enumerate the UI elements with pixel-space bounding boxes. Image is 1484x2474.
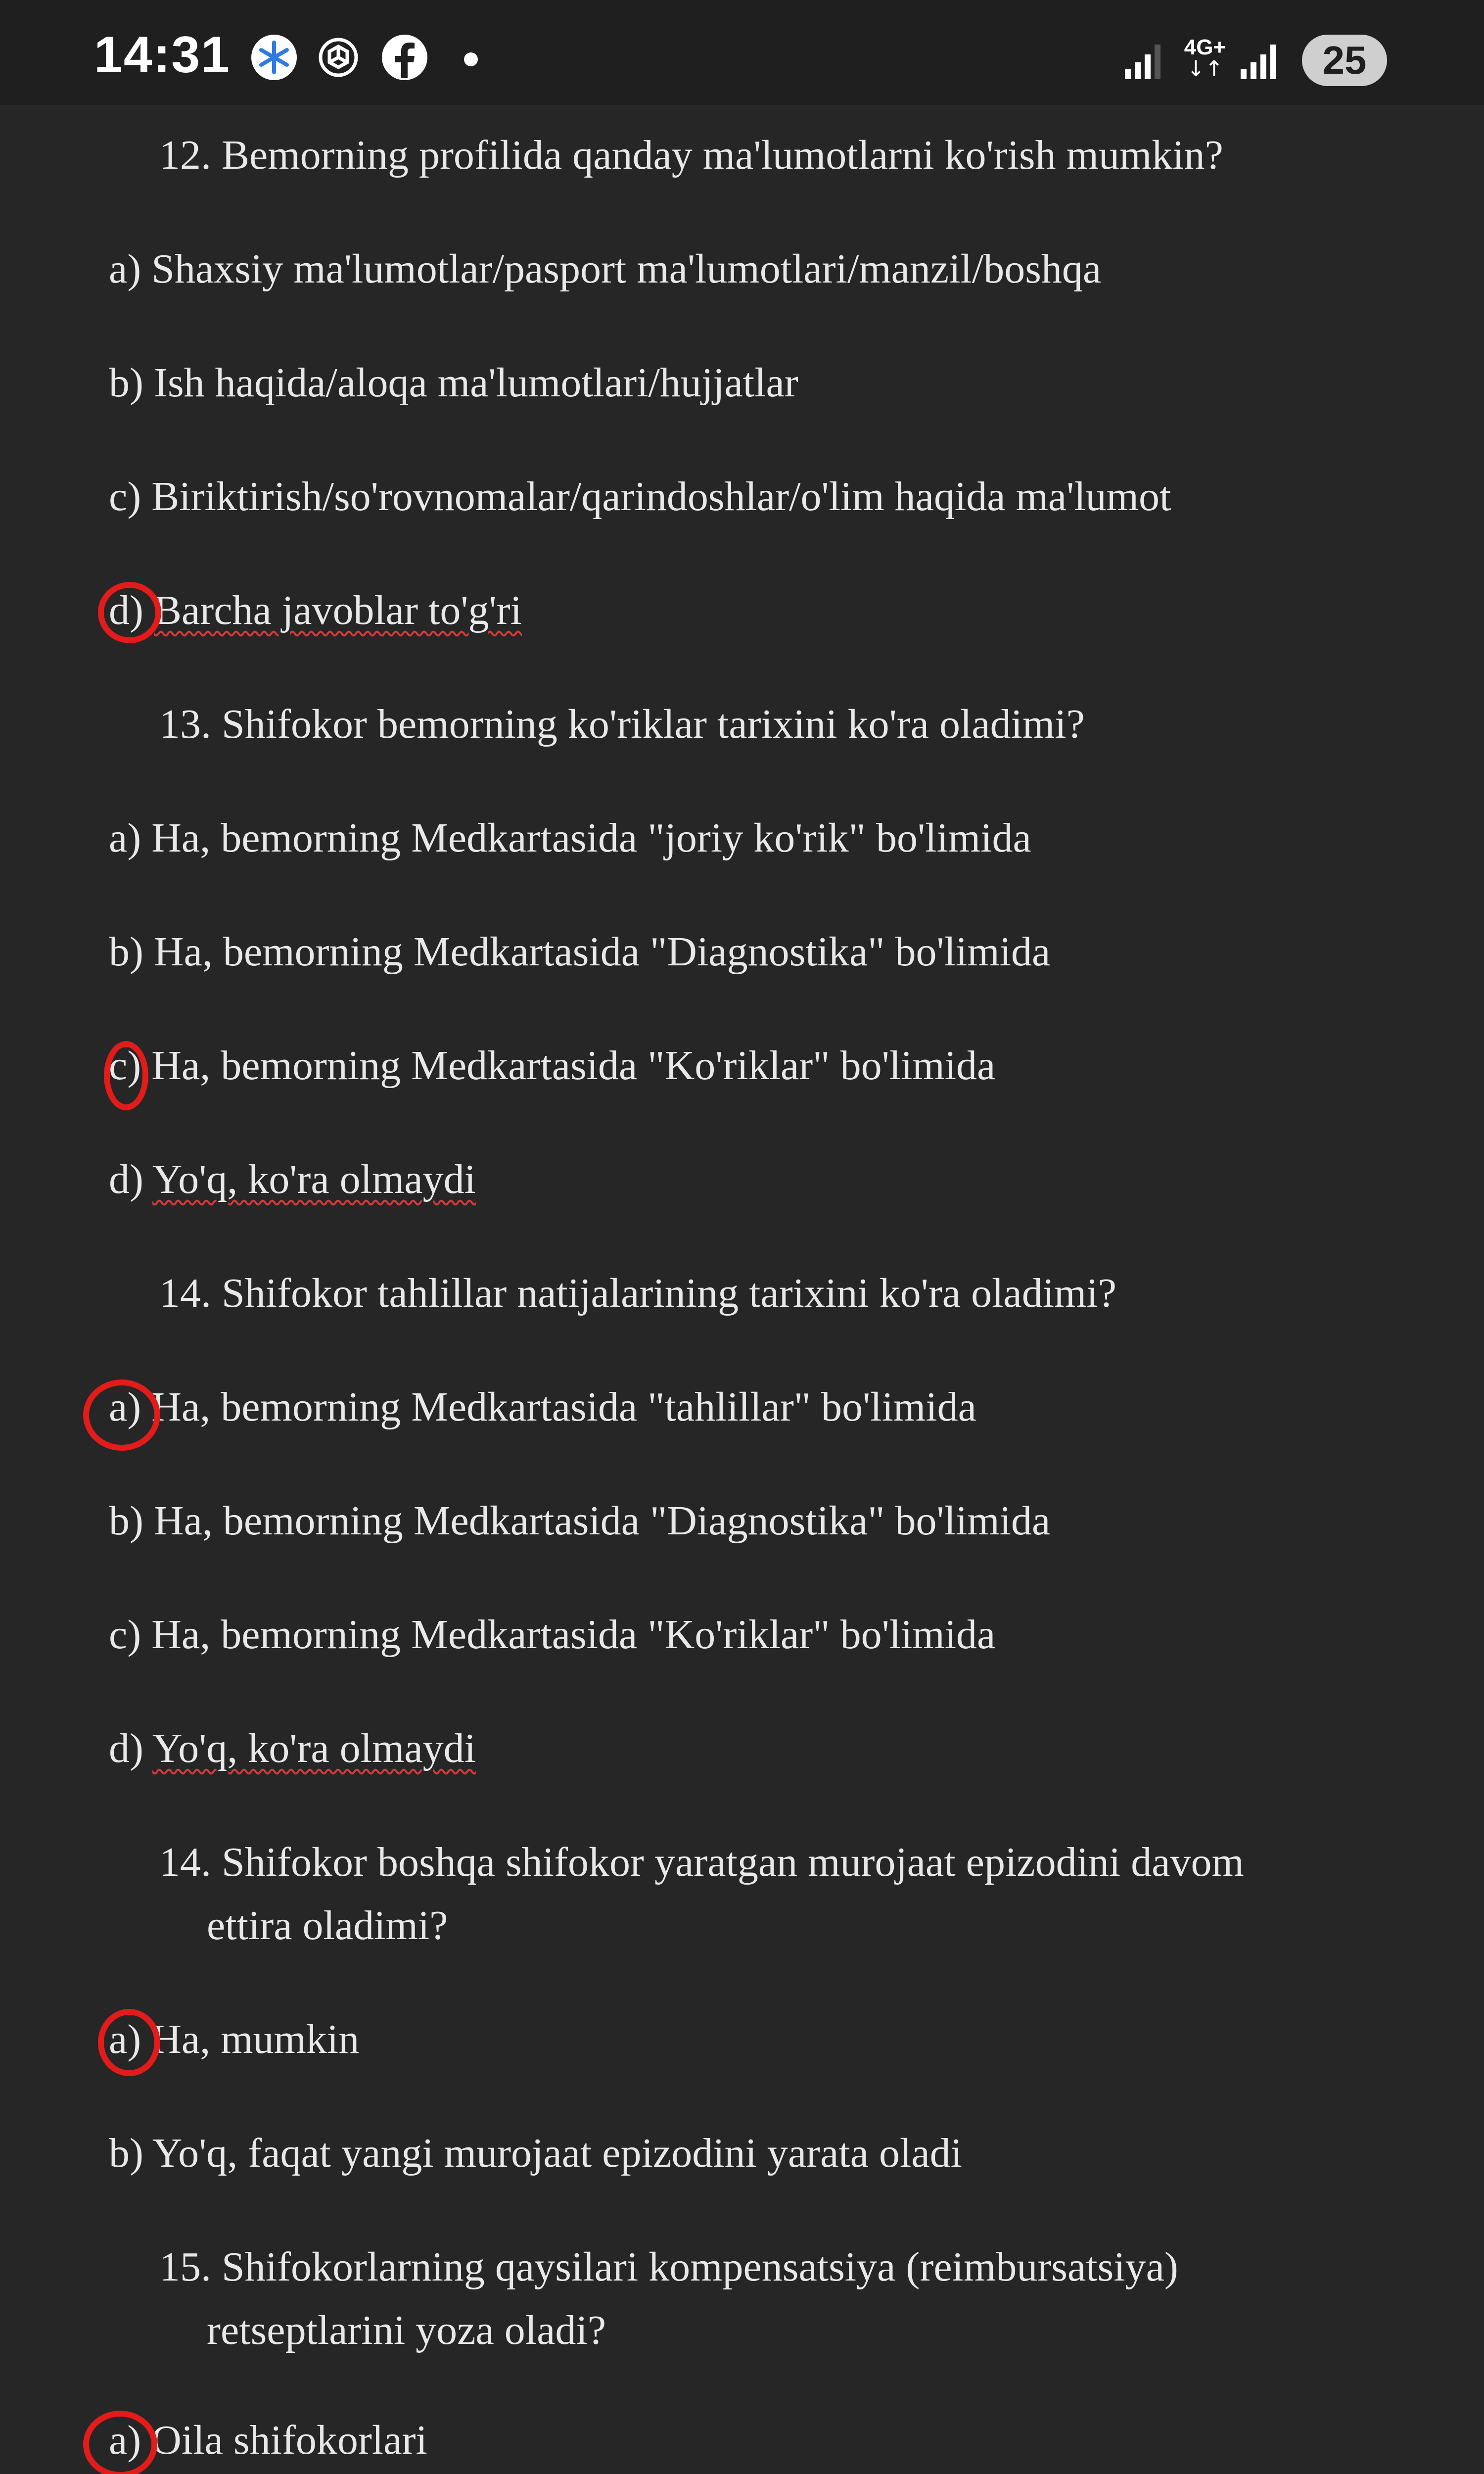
status-time: 14:31 bbox=[94, 26, 231, 84]
answer-circle-13 bbox=[104, 1041, 148, 1110]
answer-circle-14 bbox=[83, 1380, 160, 1451]
facebook-icon bbox=[381, 34, 428, 81]
option-14-b: b) Ha, bemorning Medkartasida "Diagnostika" bo'limida bbox=[109, 1498, 1051, 1544]
option-13-a: a) Ha, bemorning Medkartasida "joriy ko'rik" bo'limida bbox=[109, 815, 1031, 861]
option-12-c: c) Biriktirish/so'rovnomalar/qarindoshlar/o'lim haqida ma'lumot bbox=[109, 474, 1171, 520]
data-arrows-icon: ↓↑ bbox=[1187, 56, 1223, 82]
option-text: Yo'q, ko'ra olmaydi bbox=[152, 1725, 476, 1771]
question-14b-cont: ettira oladimi? bbox=[207, 1903, 448, 1949]
document-page[interactable] bbox=[0, 105, 1484, 2474]
answer-circle-14b bbox=[98, 2009, 160, 2076]
question-15: 15. Shifokorlarning qaysilari kompensatsiya (reimbursatsiya) bbox=[159, 2244, 1178, 2290]
question-12: 12. Bemorning profilida qanday ma'lumotlarni ko'rish mumkin? bbox=[159, 132, 1223, 178]
option-14-c: c) Ha, bemorning Medkartasida "Ko'riklar" bo'limida bbox=[109, 1612, 996, 1658]
option-14-d bbox=[109, 1724, 476, 1773]
battery-indicator: 25 bbox=[1302, 35, 1387, 86]
option-13-b: b) Ha, bemorning Medkartasida "Diagnostika" bo'limida bbox=[109, 929, 1051, 975]
option-text: Barcha javoblar to'g'ri bbox=[153, 587, 522, 633]
snowflake-app-icon bbox=[250, 34, 298, 81]
notification-dot-icon bbox=[464, 52, 478, 66]
answer-circle-12 bbox=[98, 582, 161, 643]
signal-icon-sim2 bbox=[1239, 40, 1280, 81]
option-14b-b: b) Yo'q, faqat yangi murojaat epizodini yarata oladi bbox=[109, 2130, 962, 2176]
question-15-cont: retseptlarini yoza oladi? bbox=[207, 2307, 606, 2353]
option-letter: d) bbox=[109, 1156, 143, 1202]
answer-circle-15 bbox=[83, 2411, 157, 2474]
option-12-b: b) Ish haqida/aloqa ma'lumotlari/hujjatlar bbox=[109, 360, 798, 406]
signal-icon-sim1 bbox=[1123, 40, 1164, 81]
option-13-d bbox=[109, 1155, 476, 1204]
option-13-c: c) Ha, bemorning Medkartasida "Ko'riklar" bo'limida bbox=[109, 1043, 996, 1089]
question-13: 13. Shifokor bemorning ko'riklar tarixini ko'ra oladimi? bbox=[159, 701, 1085, 747]
option-12-a: a) Shaxsiy ma'lumotlar/pasport ma'lumotlari/manzil/boshqa bbox=[109, 246, 1102, 292]
question-14: 14. Shifokor tahlillar natijalarining tarixini ko'ra oladimi? bbox=[159, 1270, 1116, 1316]
option-12-d bbox=[109, 586, 522, 635]
option-letter: d) bbox=[109, 1725, 143, 1771]
status-bar bbox=[0, 0, 1484, 105]
network-type-label: 4G+ bbox=[1184, 35, 1226, 59]
chatgpt-icon bbox=[315, 34, 362, 81]
option-14-a: a) Ha, bemorning Medkartasida "tahlillar" bo'limida bbox=[109, 1384, 976, 1430]
option-14b-a: a) Ha, mumkin bbox=[109, 2016, 360, 2062]
option-text: Yo'q, ko'ra olmaydi bbox=[152, 1156, 476, 1202]
question-14b: 14. Shifokor boshqa shifokor yaratgan murojaat epizodini davom bbox=[159, 1839, 1244, 1885]
option-15-a: a) Oila shifokorlari bbox=[109, 2417, 427, 2463]
option-letter: d) bbox=[109, 587, 143, 633]
